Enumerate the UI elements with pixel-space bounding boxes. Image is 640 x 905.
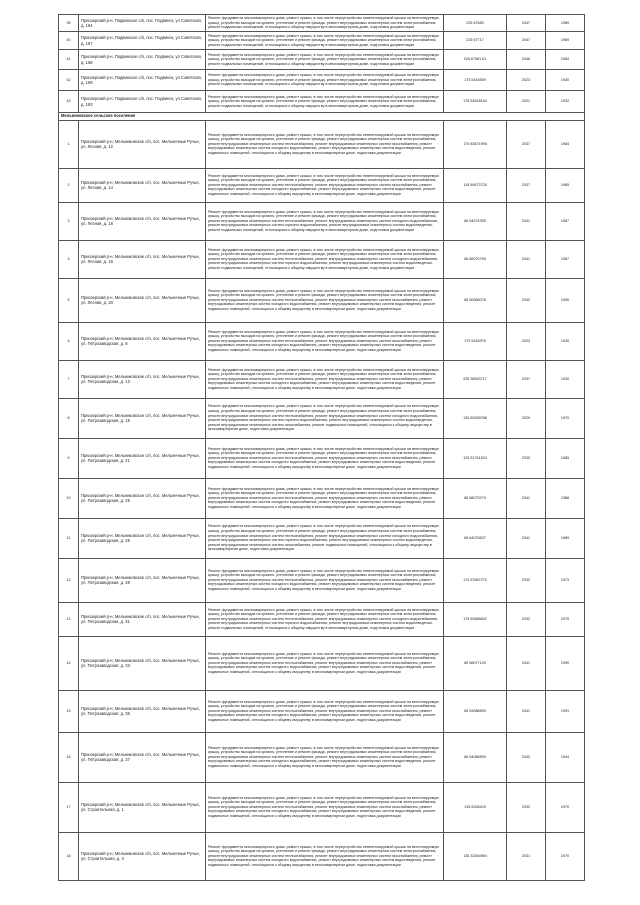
- cadastral-number: 85 53088593: [444, 690, 507, 732]
- house-address: Приозерский р-н, Подвинское с/п, пос. Подвинск, ул Советская, д. 169: [79, 70, 206, 91]
- row-number: 18: [59, 832, 79, 880]
- table-row: [59, 690, 585, 732]
- repair-works: Ремонт фундамента многоквартирного дома, ремонт крыши, в том числе переустройство невентилируемой крыши на вентилируемую крышу, устройство выходов на кровлю, утепление и ремонт фасада, ремонт внутридомовых инженерных систем электроснабжения, ремонт внутридомовых инженерных систем теплоснабжения, ремонт внутридомовых инженерных систем газоснабжения, ремонт внутридомовых инженерных систем холодного водоснабжения, ремонт внутридомовых инженерных систем водоотведения, ремонт подвальных помещений, относящихся к общему имуществу в многоквартирном доме, подготовка документации: [206, 690, 444, 732]
- table-row: [59, 832, 585, 880]
- repair-year: 2023: [507, 70, 546, 91]
- cadastral-number: 85 58077129: [444, 636, 507, 690]
- repair-works: Ремонт фундамента многоквартирного дома, ремонт крыши, в том числе переустройство невентилируемой крыши на вентилируемую крышу, устройство выходов на кровлю, утепление и ремонт фасада, ремонт внутридомовых инженерных систем электроснабжения, ремонт внутридомовых инженерных систем теплоснабжения, ремонт внутридомовых инженерных систем газоснабжения, ремонт внутридомовых инженерных систем холодного водоснабжения, ремонт внутридомовых инженерных систем водоотведения, ремонт подвальных помещений, относящихся к общему имуществу в многоквартирном доме, подготовка документации: [206, 168, 444, 202]
- row-number: 13: [59, 602, 79, 636]
- row-number: 43: [59, 91, 79, 113]
- cadastral-number: 175 54528164: [444, 91, 507, 113]
- table-row: [59, 782, 585, 832]
- repair-year: 2021: [507, 91, 546, 113]
- row-number: 39: [59, 15, 79, 32]
- house-address: Приозерский р-н, Подвинское с/п, пос. Подвинск, ул Советская, д. 164: [79, 15, 206, 32]
- cadastral-number: 130 69289788: [444, 398, 507, 438]
- build-year: 1930: [546, 360, 585, 398]
- repair-year: 2031: [507, 832, 546, 880]
- repair-works: Ремонт фундамента многоквартирного дома, ремонт крыши, в том числе переустройство невентилируемой крыши на вентилируемую крышу, устройство выходов на кровлю, утепление и ремонт фасада, ремонт внутридомовых инженерных систем электроснабжения, ремонт внутридомовых инженерных систем теплоснабжения, ремонт внутридомовых инженерных систем холодного водоснабжения, ремонт внутридомовых инженерных систем горячего водоснабжения, ремонт внутридомовых инженерных систем водоотведения, ремонт подвальных помещений, относящихся к общему имуществу в многоквартирном доме, подготовка документации: [206, 202, 444, 240]
- repair-works: Ремонт фундамента многоквартирного дома, ремонт крыши, в том числе переустройство невентилируемой крыши на вентилируемую крышу, устройство выходов на кровлю, утепление и ремонт фасада, ремонт внутридомовых инженерных систем электроснабжения, ремонт внутридомовых инженерных систем теплоснабжения, ремонт внутридомовых инженерных систем газоснабжения, ремонт внутридомовых инженерных систем холодного водоснабжения, ремонт внутридомовых инженерных систем водоотведения, ремонт подвальных помещений, относящихся к общему имуществу в многоквартирном доме, подготовка документации: [206, 438, 444, 478]
- house-address: Приозерский р-н, Мельниковское с/п, пос. Мельничные Ручьи, ул. Петрозаводская, д. 18: [79, 398, 206, 438]
- cadastral-number: 86 64076537: [444, 518, 507, 558]
- row-number: 7: [59, 360, 79, 398]
- row-number: 11: [59, 518, 79, 558]
- table-row: [59, 398, 585, 438]
- house-address: Приозерский р-н, Мельниковское с/п, пос. Мельничные Ручьи, ул. Петрозаводская, д. 33: [79, 636, 206, 690]
- repair-year: 2046: [507, 50, 546, 70]
- repair-works: Ремонт фундамента многоквартирного дома, ремонт крыши, в том числе переустройство невентилируемой крыши на вентилируемую крышу, устройство выходов на кровлю, утепление и ремонт фасада, ремонт внутридомовых инженерных систем электроснабжения, ремонт подвальных помещений, относящихся к общему имуществу в многоквартирном доме, подготовка документации: [206, 70, 444, 91]
- table-row: [59, 168, 585, 202]
- row-number: 12: [59, 558, 79, 602]
- repair-works: Ремонт фундамента многоквартирного дома, ремонт крыши, в том числе переустройство невентилируемой крыши на вентилируемую крышу, устройство выходов на кровлю, утепление и ремонт фасада, ремонт внутридомовых инженерных систем электроснабжения, ремонт внутридомовых инженерных систем теплоснабжения, ремонт внутридомовых инженерных систем газоснабжения, ремонт внутридомовых инженерных систем холодного водоснабжения, ремонт внутридомовых инженерных систем водоотведения, ремонт подвальных помещений, относящихся к общему имуществу в многоквартирном доме, подготовка документации: [206, 278, 444, 322]
- build-year: 1989: [546, 32, 585, 50]
- row-number: 2: [59, 168, 79, 202]
- row-number: 17: [59, 782, 79, 832]
- table-row: [59, 202, 585, 240]
- cadastral-number: 86 64074395: [444, 202, 507, 240]
- row-number: 16: [59, 732, 79, 782]
- repair-year: 2023: [507, 322, 546, 360]
- build-year: 1930: [546, 322, 585, 360]
- house-address: Приозерский р-н, Мельниковское с/п, пос. Мельничные Ручьи, ул. Петрозаводская, д. 21: [79, 438, 206, 478]
- row-number: 1: [59, 120, 79, 168]
- build-year: 1970: [546, 398, 585, 438]
- repair-year: 2042: [507, 732, 546, 782]
- house-address: Приозерский р-н, Мельниковское с/п, пос. Мельничные Ручьи, ул. Лесная, д. 14: [79, 168, 206, 202]
- build-year: 1985: [546, 168, 585, 202]
- build-year: 1987: [546, 202, 585, 240]
- row-number: 6: [59, 322, 79, 360]
- repair-year: 2041: [507, 690, 546, 732]
- repair-year: 2041: [507, 240, 546, 278]
- house-address: Приозерский р-н, Мельниковское с/п, пос. Мельничные Ручьи, ул. Строительная, д. 1: [79, 782, 206, 832]
- house-address: Приозерский р-н, Мельниковское с/п, пос. Мельничные Ручьи, ул. Петрозаводская, д. 28: [79, 558, 206, 602]
- repair-works: Ремонт фундамента многоквартирного дома, ремонт крыши, в том числе переустройство невентилируемой крыши на вентилируемую крышу, устройство выходов на кровлю, утепление и ремонт фасада, ремонт внутридомовых инженерных систем электроснабжения, ремонт внутридомовых инженерных систем теплоснабжения, ремонт внутридомовых инженерных систем газоснабжения, ремонт внутридомовых инженерных систем холодного водоснабжения, ремонт внутридомовых инженерных систем водоотведения, ремонт подвальных помещений, относящихся к общему имуществу в многоквартирном доме, подготовка документации: [206, 322, 444, 360]
- row-number: 41: [59, 50, 79, 70]
- repair-year: 2047: [507, 32, 546, 50]
- cadastral-number: 170 57687270: [444, 558, 507, 602]
- cadastral-number: 135 33364984: [444, 832, 507, 880]
- cadastral-number: 86 64086599: [444, 732, 507, 782]
- repair-year: 2042: [507, 278, 546, 322]
- table-row: [59, 50, 585, 70]
- build-year: 1984: [546, 120, 585, 168]
- cadastral-number: 170 83671995: [444, 120, 507, 168]
- repair-works: Ремонт фундамента многоквартирного дома, ремонт крыши, в том числе переустройство невентилируемой крыши на вентилируемую крышу, устройство выходов на кровлю, утепление и ремонт фасада, ремонт внутридомовых инженерных систем электроснабжения, ремонт внутридомовых инженерных систем теплоснабжения, ремонт внутридомовых инженерных систем газоснабжения, ремонт внутридомовых инженерных систем холодного водоснабжения, ремонт внутридомовых инженерных систем водоотведения, ремонт подвальных помещений, относящихся к общему имуществу в многоквартирном доме, подготовка документации: [206, 558, 444, 602]
- build-year: 1990: [546, 636, 585, 690]
- cadastral-number: 175 5416959: [444, 70, 507, 91]
- house-address: Приозерский р-н, Мельниковское с/п, пос. Мельничные Ручьи, ул. Лесная, д. 20: [79, 278, 206, 322]
- repair-year: 2029: [507, 398, 546, 438]
- repair-works: Ремонт фундамента многоквартирного дома, ремонт крыши, в том числе переустройство невентилируемой крыши на вентилируемую крышу, устройство выходов на кровлю, утепление и ремонт фасада, ремонт внутридомовых инженерных систем электроснабжения, ремонт внутридомовых инженерных систем теплоснабжения, ремонт внутридомовых инженерных систем холодного водоснабжения, ремонт внутридомовых инженерных систем горячего водоснабжения, ремонт внутридомовых инженерных систем водоотведения, ремонт подвальных помещений, относящихся к общему имуществу в многоквартирном доме, подготовка документации: [206, 240, 444, 278]
- table-row: [59, 602, 585, 636]
- repair-year: 2037: [507, 120, 546, 168]
- cadastral-number: 135 5328429: [444, 782, 507, 832]
- house-address: Приозерский р-н, Мельниковское с/п, пос. Мельничные Ручьи, ул. Петрозаводская, д. 36: [79, 690, 206, 732]
- table-row: [59, 558, 585, 602]
- house-address: Приозерский р-н, Подвинское с/п, пос. Подвинск, ул Советская, д. 193: [79, 91, 206, 113]
- cadastral-number: 85 50089078: [444, 278, 507, 322]
- repair-year: 2037: [507, 168, 546, 202]
- build-year: 1973: [546, 558, 585, 602]
- row-number: 42: [59, 70, 79, 91]
- build-year: 1989: [546, 15, 585, 32]
- cadastral-number: 175 5416976: [444, 322, 507, 360]
- house-address: Приозерский р-н, Мельниковское с/п, пос. Мельничные Ручьи, ул. Петрозаводская, д. 28: [79, 518, 206, 558]
- repair-works: Ремонт фундамента многоквартирного дома, ремонт крыши, в том числе переустройство невентилируемой крыши на вентилируемую крышу, устройство выходов на кровлю, утепление и ремонт фасада, ремонт внутридомовых инженерных систем электроснабжения, ремонт внутридомовых инженерных систем теплоснабжения, ремонт внутридомовых инженерных систем газоснабжения, ремонт внутридомовых инженерных систем холодного водоснабжения, ремонт внутридомовых инженерных систем водоотведения, ремонт подвальных помещений, относящихся к общему имуществу в многоквартирном доме, подготовка документации: [206, 360, 444, 398]
- house-address: Приозерский р-н, Мельниковское с/п, пос. Мельничные Ручьи, ул. Петрозаводская, д. 25: [79, 478, 206, 518]
- house-address: Приозерский р-н, Мельниковское с/п, пос. Мельничные Ручьи, ул. Лесная, д. 18: [79, 202, 206, 240]
- repair-works: Ремонт фундамента многоквартирного дома, ремонт крыши, в том числе переустройство невентилируемой крыши на вентилируемую крышу, устройство выходов на кровлю, утепление и ремонт фасада, ремонт внутридомовых инженерных систем электроснабжения, ремонт внутридомовых инженерных систем теплоснабжения, ремонт внутридомовых инженерных систем газоснабжения, ремонт внутридомовых инженерных систем холодного водоснабжения, ремонт внутридомовых инженерных систем водоотведения, ремонт подвальных помещений, относящихся к общему имуществу в многоквартирном доме, подготовка документации: [206, 636, 444, 690]
- table-row: [59, 240, 585, 278]
- table-row: [59, 15, 585, 32]
- repair-year: 2035: [507, 438, 546, 478]
- build-year: 1985: [546, 438, 585, 478]
- row-number: 10: [59, 478, 79, 518]
- build-year: 1944: [546, 732, 585, 782]
- cadastral-number: 225 38553717: [444, 360, 507, 398]
- build-year: 1932: [546, 91, 585, 113]
- cadastral-number: 225 67717: [444, 32, 507, 50]
- repair-year: 2041: [507, 202, 546, 240]
- repair-works: Ремонт фундамента многоквартирного дома, ремонт крыши, в том числе переустройство невентилируемой крыши на вентилируемую крышу, устройство выходов на кровлю, утепление и ремонт фасада, ремонт внутридомовых инженерных систем электроснабжения, ремонт внутридомовых инженерных систем теплоснабжения, ремонт внутридомовых инженерных систем холодного водоснабжения, ремонт внутридомовых инженерных систем горячего водоснабжения, ремонт внутридомовых инженерных систем водоотведения, ремонт внутридомовых инженерных систем газоснабжения, ремонт подвальных помещений, относящихся к общему имуществу в многоквартирном доме, подготовка документации: [206, 398, 444, 438]
- table-row: [59, 360, 585, 398]
- section-header-row: [59, 113, 585, 121]
- build-year: 1989: [546, 518, 585, 558]
- build-year: 1988: [546, 478, 585, 518]
- build-year: 1991: [546, 690, 585, 732]
- build-year: 1984: [546, 50, 585, 70]
- housing-repair-table: [58, 14, 585, 881]
- repair-year: 2041: [507, 478, 546, 518]
- repair-works: Ремонт фундамента многоквартирного дома, ремонт крыши, в том числе переустройство невентилируемой крыши на вентилируемую крышу, устройство выходов на кровлю, утепление и ремонт фасада, ремонт внутридомовых инженерных систем электроснабжения, ремонт внутридомовых инженерных систем теплоснабжения, ремонт внутридомовых инженерных систем холодного водоснабжения, ремонт внутридомовых инженерных систем горячего водоснабжения, ремонт внутридомовых инженерных систем водоотведения, ремонт внутридомовых инженерных систем газоснабжения, ремонт подвальных помещений, относящихся к общему имуществу в многоквартирном доме, подготовка документации: [206, 518, 444, 558]
- house-address: Приозерский р-н, Мельниковское с/п, пос. Мельничные Ручьи, ул. Строительная, д. 3: [79, 832, 206, 880]
- repair-works: Ремонт фундамента многоквартирного дома, ремонт крыши, в том числе переустройство невентилируемой крыши на вентилируемую крышу, устройство выходов на кровлю, утепление и ремонт фасада, ремонт внутридомовых инженерных систем электроснабжения, ремонт подвальных помещений, относящихся к общему имуществу в многоквартирном доме, подготовка документации: [206, 50, 444, 70]
- cadastral-number: 115 50873728: [444, 168, 507, 202]
- row-number: 3: [59, 202, 79, 240]
- table-row: [59, 32, 585, 50]
- table-row: [59, 732, 585, 782]
- house-address: Приозерский р-н, Подвинское с/п, пос. Подвинск, ул Советская, д. 167: [79, 32, 206, 50]
- house-address: Приозерский р-н, Мельниковское с/п, пос. Мельничные Ручьи, ул. Петрозаводская, д. 31: [79, 602, 206, 636]
- cadastral-number: 225 67683: [444, 15, 507, 32]
- section-title: Мельниковское сельское поселение: [59, 113, 585, 121]
- table-row: [59, 70, 585, 91]
- table-row: [59, 322, 585, 360]
- build-year: 1975: [546, 602, 585, 636]
- repair-year: 2032: [507, 782, 546, 832]
- row-number: 40: [59, 32, 79, 50]
- table-body: [59, 15, 585, 881]
- cadastral-number: 175 63686832: [444, 602, 507, 636]
- cadastral-number: 86 68073279: [444, 478, 507, 518]
- repair-works: Ремонт фундамента многоквартирного дома, ремонт крыши, в том числе переустройство невентилируемой крыши на вентилируемую крышу, устройство выходов на кровлю, утепление и ремонт фасада, ремонт внутридомовых инженерных систем электроснабжения, ремонт внутридомовых инженерных систем теплоснабжения, ремонт внутридомовых инженерных систем газоснабжения, ремонт внутридомовых инженерных систем холодного водоснабжения, ремонт внутридомовых инженерных систем водоотведения, ремонт подвальных помещений, относящихся к общему имуществу в многоквартирном доме, подготовка документации: [206, 120, 444, 168]
- repair-works: Ремонт фундамента многоквартирного дома, ремонт крыши, в том числе переустройство невентилируемой крыши на вентилируемую крышу, устройство выходов на кровлю, утепление и ремонт фасада, ремонт внутридомовых инженерных систем электроснабжения, ремонт подвальных помещений, относящихся к общему имуществу в многоквартирном доме, подготовка документации: [206, 15, 444, 32]
- repair-works: Ремонт фундамента многоквартирного дома, ремонт крыши, в том числе переустройство невентилируемой крыши на вентилируемую крышу, устройство выходов на кровлю, утепление и ремонт фасада, ремонт внутридомовых инженерных систем электроснабжения, ремонт подвальных помещений, относящихся к общему имуществу в многоквартирном доме, подготовка документации: [206, 91, 444, 113]
- document-page: [58, 14, 584, 881]
- cadastral-number: 125 51761924: [444, 438, 507, 478]
- repair-works: Ремонт фундамента многоквартирного дома, ремонт крыши, в том числе переустройство невентилируемой крыши на вентилируемую крышу, устройство выходов на кровлю, утепление и ремонт фасада, ремонт внутридомовых инженерных систем электроснабжения, ремонт внутридомовых инженерных систем теплоснабжения, ремонт внутридомовых инженерных систем холодного водоснабжения, ремонт внутридомовых инженерных систем горячего водоснабжения, ремонт внутридомовых инженерных систем водоотведения, ремонт подвальных помещений, относящихся к общему имуществу в многоквартирном доме, подготовка документации: [206, 602, 444, 636]
- repair-works: Ремонт фундамента многоквартирного дома, ремонт крыши, в том числе переустройство невентилируемой крыши на вентилируемую крышу, устройство выходов на кровлю, утепление и ремонт фасада, ремонт внутридомовых инженерных систем электроснабжения, ремонт подвальных помещений, относящихся к общему имуществу в многоквартирном доме, подготовка документации: [206, 32, 444, 50]
- row-number: 5: [59, 278, 79, 322]
- build-year: 1987: [546, 240, 585, 278]
- house-address: Приозерский р-н, Мельниковское с/п, пос. Мельничные Ручьи, ул. Петрозаводская, д. 8: [79, 322, 206, 360]
- repair-year: 2047: [507, 15, 546, 32]
- build-year: 1990: [546, 278, 585, 322]
- repair-works: Ремонт фундамента многоквартирного дома, ремонт крыши, в том числе переустройство невентилируемой крыши на вентилируемую крышу, устройство выходов на кровлю, утепление и ремонт фасада, ремонт внутридомовых инженерных систем электроснабжения, ремонт внутридомовых инженерных систем теплоснабжения, ремонт внутридомовых инженерных систем газоснабжения, ремонт внутридомовых инженерных систем холодного водоснабжения, ремонт внутридомовых инженерных систем водоотведения, ремонт подвальных помещений, относящихся к общему имуществу в многоквартирном доме, подготовка документации: [206, 782, 444, 832]
- repair-year: 2041: [507, 518, 546, 558]
- table-row: [59, 120, 585, 168]
- house-address: Приозерский р-н, Мельниковское с/п, пос. Мельничные Ручьи, ул. Петрозаводская, д. 13: [79, 360, 206, 398]
- house-address: Приозерский р-н, Мельниковское с/п, пос. Мельничные Ручьи, ул. Петрозаводская, д. 37: [79, 732, 206, 782]
- table-row: [59, 518, 585, 558]
- repair-works: Ремонт фундамента многоквартирного дома, ремонт крыши, в том числе переустройство невентилируемой крыши на вентилируемую крышу, устройство выходов на кровлю, утепление и ремонт фасада, ремонт внутридомовых инженерных систем электроснабжения, ремонт внутридомовых инженерных систем теплоснабжения, ремонт внутридомовых инженерных систем газоснабжения, ремонт внутридомовых инженерных систем холодного водоснабжения, ремонт внутридомовых инженерных систем водоотведения, ремонт подвальных помещений, относящихся к общему имуществу в многоквартирном доме, подготовка документации: [206, 732, 444, 782]
- row-number: 15: [59, 690, 79, 732]
- row-number: 9: [59, 438, 79, 478]
- repair-works: Ремонт фундамента многоквартирного дома, ремонт крыши, в том числе переустройство невентилируемой крыши на вентилируемую крышу, устройство выходов на кровлю, утепление и ремонт фасада, ремонт внутридомовых инженерных систем электроснабжения, ремонт внутридомовых инженерных систем теплоснабжения, ремонт внутридомовых инженерных систем газоснабжения, ремонт внутридомовых инженерных систем холодного водоснабжения, ремонт внутридомовых инженерных систем водоотведения, ремонт подвальных помещений, относящихся к общему имуществу в многоквартирном доме, подготовка документации: [206, 832, 444, 880]
- build-year: 1930: [546, 70, 585, 91]
- build-year: 1970: [546, 832, 585, 880]
- table-row: [59, 438, 585, 478]
- table-row: [59, 478, 585, 518]
- cadastral-number: 225 67581 61: [444, 50, 507, 70]
- row-number: 8: [59, 398, 79, 438]
- house-address: Приозерский р-н, Подвинское с/п, пос. Подвинск, ул Советская, д. 168: [79, 50, 206, 70]
- house-address: Приозерский р-н, Мельниковское с/п, пос. Мельничные Ручьи, ул. Лесная, д. 16: [79, 240, 206, 278]
- repair-year: 2032: [507, 558, 546, 602]
- build-year: 1970: [546, 782, 585, 832]
- cadastral-number: 86 86070790: [444, 240, 507, 278]
- repair-works: Ремонт фундамента многоквартирного дома, ремонт крыши, в том числе переустройство невентилируемой крыши на вентилируемую крышу, устройство выходов на кровлю, утепление и ремонт фасада, ремонт внутридомовых инженерных систем электроснабжения, ремонт внутридомовых инженерных систем теплоснабжения, ремонт внутридомовых инженерных систем газоснабжения, ремонт внутридомовых инженерных систем холодного водоснабжения, ремонт внутридомовых инженерных систем водоотведения, ремонт подвальных помещений, относящихся к общему имуществу в многоквартирном доме, подготовка документации: [206, 478, 444, 518]
- row-number: 4: [59, 240, 79, 278]
- house-address: Приозерский р-н, Мельниковское с/п, пос. Мельничные Ручьи, ул. Лесная, д. 12: [79, 120, 206, 168]
- repair-year: 2032: [507, 602, 546, 636]
- table-row: [59, 91, 585, 113]
- repair-year: 2041: [507, 636, 546, 690]
- row-number: 14: [59, 636, 79, 690]
- table-row: [59, 636, 585, 690]
- table-row: [59, 278, 585, 322]
- repair-year: 2037: [507, 360, 546, 398]
